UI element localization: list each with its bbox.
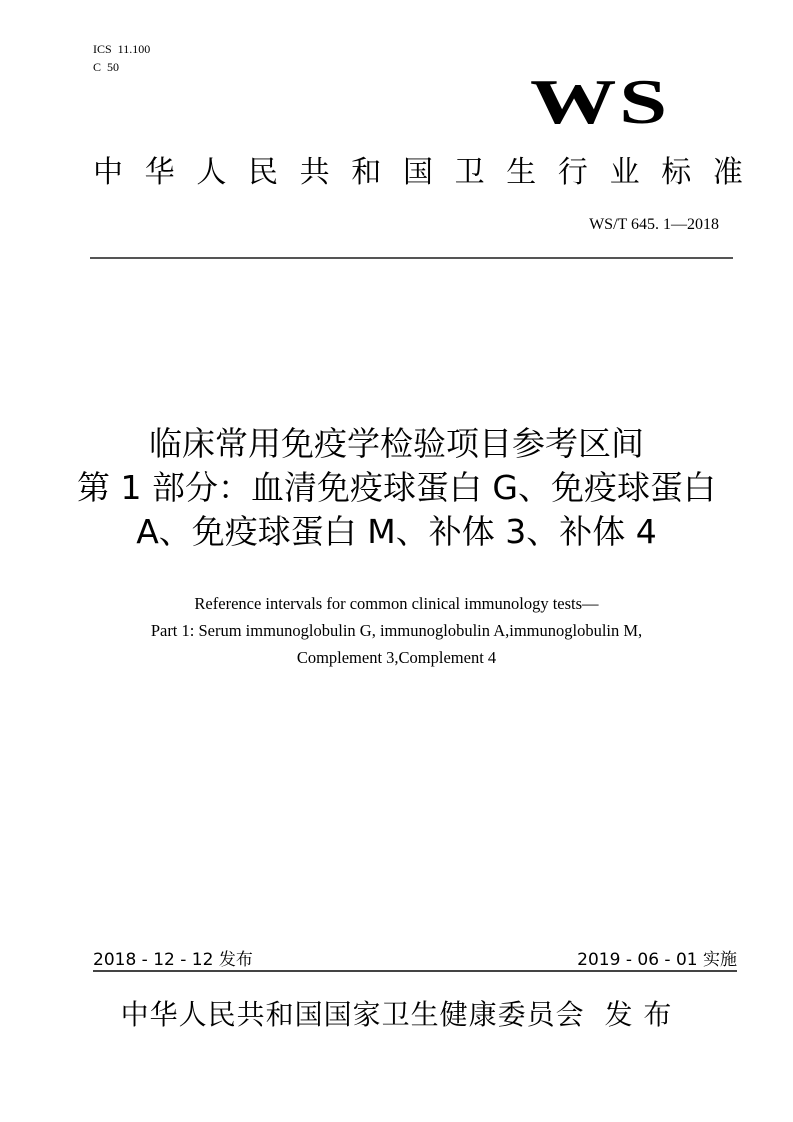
standard-code: WS/T 645. 1—2018: [589, 216, 719, 233]
ws-logo: WS: [530, 66, 670, 137]
category-char: 和: [351, 155, 382, 190]
english-title: [0, 590, 793, 671]
category-char: 标: [661, 155, 692, 190]
category-char: 业: [609, 155, 640, 190]
footer-divider: [93, 970, 737, 972]
header-divider: [90, 257, 733, 259]
category-char: 华: [144, 155, 175, 190]
ccs-code: C 50: [93, 60, 120, 74]
category-char: 中: [93, 155, 123, 190]
classification-codes: [93, 40, 150, 76]
category-char: 国: [402, 155, 433, 190]
chinese-title: [0, 422, 793, 554]
category-char: 人: [196, 155, 227, 190]
chinese-title-line: 临床常用免疫学检验项目参考区间: [149, 424, 644, 463]
category-char: 共: [299, 155, 330, 190]
category-char: 生: [506, 155, 537, 190]
implementation-date: 2019 - 06 - 01 实施: [577, 950, 737, 970]
ics-code: ICS 11.100: [93, 42, 151, 56]
english-title-line: Complement 3,Complement 4: [296, 648, 497, 667]
category-char: 行: [557, 155, 588, 190]
category-char: 民: [247, 155, 278, 190]
english-title-line: Part 1: Serum immunoglobulin G, immunoglobulin A,immunoglobulin M,: [150, 621, 643, 640]
english-title-line: Reference intervals for common clinical immunology tests—: [194, 594, 599, 613]
publisher: 中华人民共和国国家卫生健康委员会 发 布: [120, 998, 673, 1031]
chinese-title-line: 第 1 部分：血清免疫球蛋白 G、免疫球蛋白: [76, 468, 717, 507]
issue-date: 2018 - 12 - 12 发布: [93, 950, 253, 970]
chinese-title-line: A、免疫球蛋白 M、补体 3、补体 4: [136, 512, 657, 551]
date-row: [93, 950, 737, 970]
standard-category-title: [93, 155, 743, 191]
category-char: 卫: [454, 155, 485, 190]
category-char: 准: [712, 155, 743, 190]
